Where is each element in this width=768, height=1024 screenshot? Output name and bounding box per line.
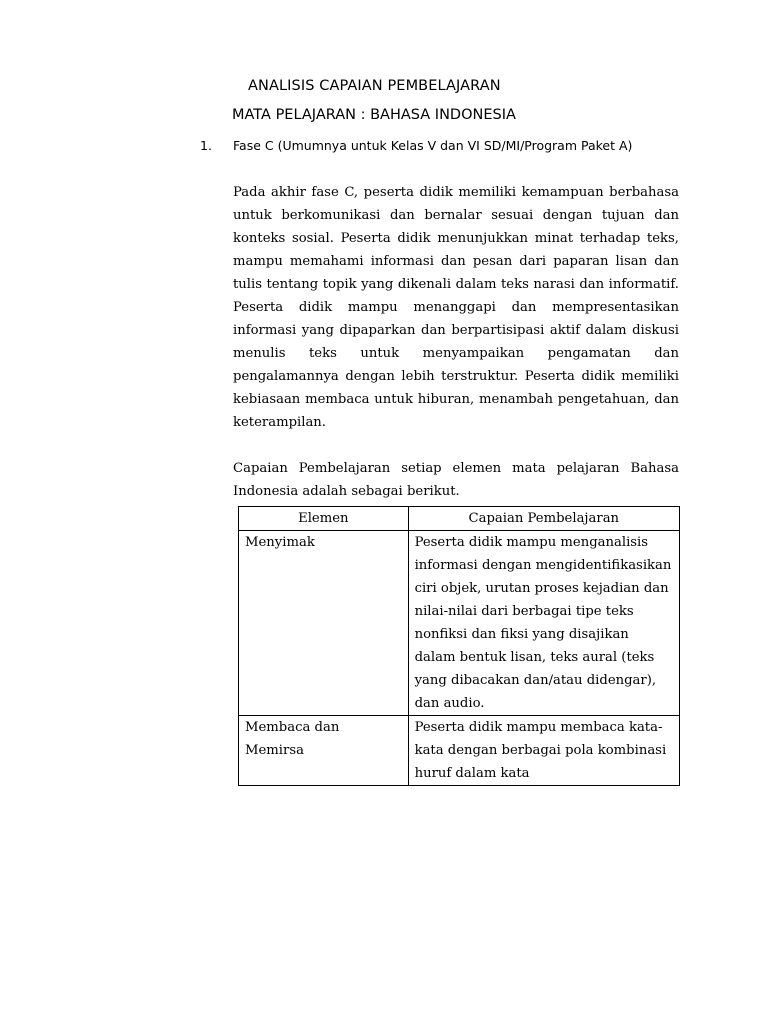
cell-elemen: Menyimak [239,531,409,716]
header-capaian: Capaian Pembelajaran [408,507,679,531]
list-number: 1. [200,138,212,153]
header-elemen: Elemen [239,507,409,531]
description-paragraph: Pada akhir fase C, peserta didik memiliki kemampuan berbahasa untuk berkomunikasi dan bernalar sesuai dengan tujuan dan konteks sosial. Peserta didik menunjukkan minat terhadap teks, mampu memahami informasi dan pesan dari paparan lisan dan tulis tentang topik yang dikenali dalam teks narasi dan informatif. Peserta didik mampu menanggapi dan mempresentasikan informasi yang dipaparkan dan berpartisipasi aktif dalam diskusi menulis teks untuk menyampaikan pengamatan dan pengalamannya dengan lebih terstruktur. Peserta didik memiliki kebiasaan membaca untuk hiburan, menambah pengetahuan, dan keterampilan. [233,185,679,430]
intro-paragraph: Capaian Pembelajaran setiap elemen mata pelajaran Bahasa Indonesia adalah sebagai berikut. [233,461,679,499]
table-row [239,716,680,786]
document-title: ANALISIS CAPAIAN PEMBELAJARAN [248,78,501,94]
table-header-row [239,507,680,531]
table-row [239,531,680,716]
cell-capaian: Peserta didik mampu menganalisis informasi dengan mengidentifikasikan ciri objek, urutan proses kejadian dan nilai-nilai dari berbagai tipe teks nonfiksi dan fiksi yang disajikan dalam bentuk lisan, teks aural (teks yang dibacakan dan/atau didengar), dan audio. [408,531,679,716]
cell-elemen: Membaca dan Memirsa [239,716,409,786]
fase-heading: Fase C (Umumnya untuk Kelas V dan VI SD/MI/Program Paket A) [233,138,633,153]
cell-capaian: Peserta didik mampu membaca kata-kata dengan berbagai pola kombinasi huruf dalam kata [408,716,679,786]
capaian-table [238,506,680,786]
subject-title: MATA PELAJARAN : BAHASA INDONESIA [232,107,516,123]
